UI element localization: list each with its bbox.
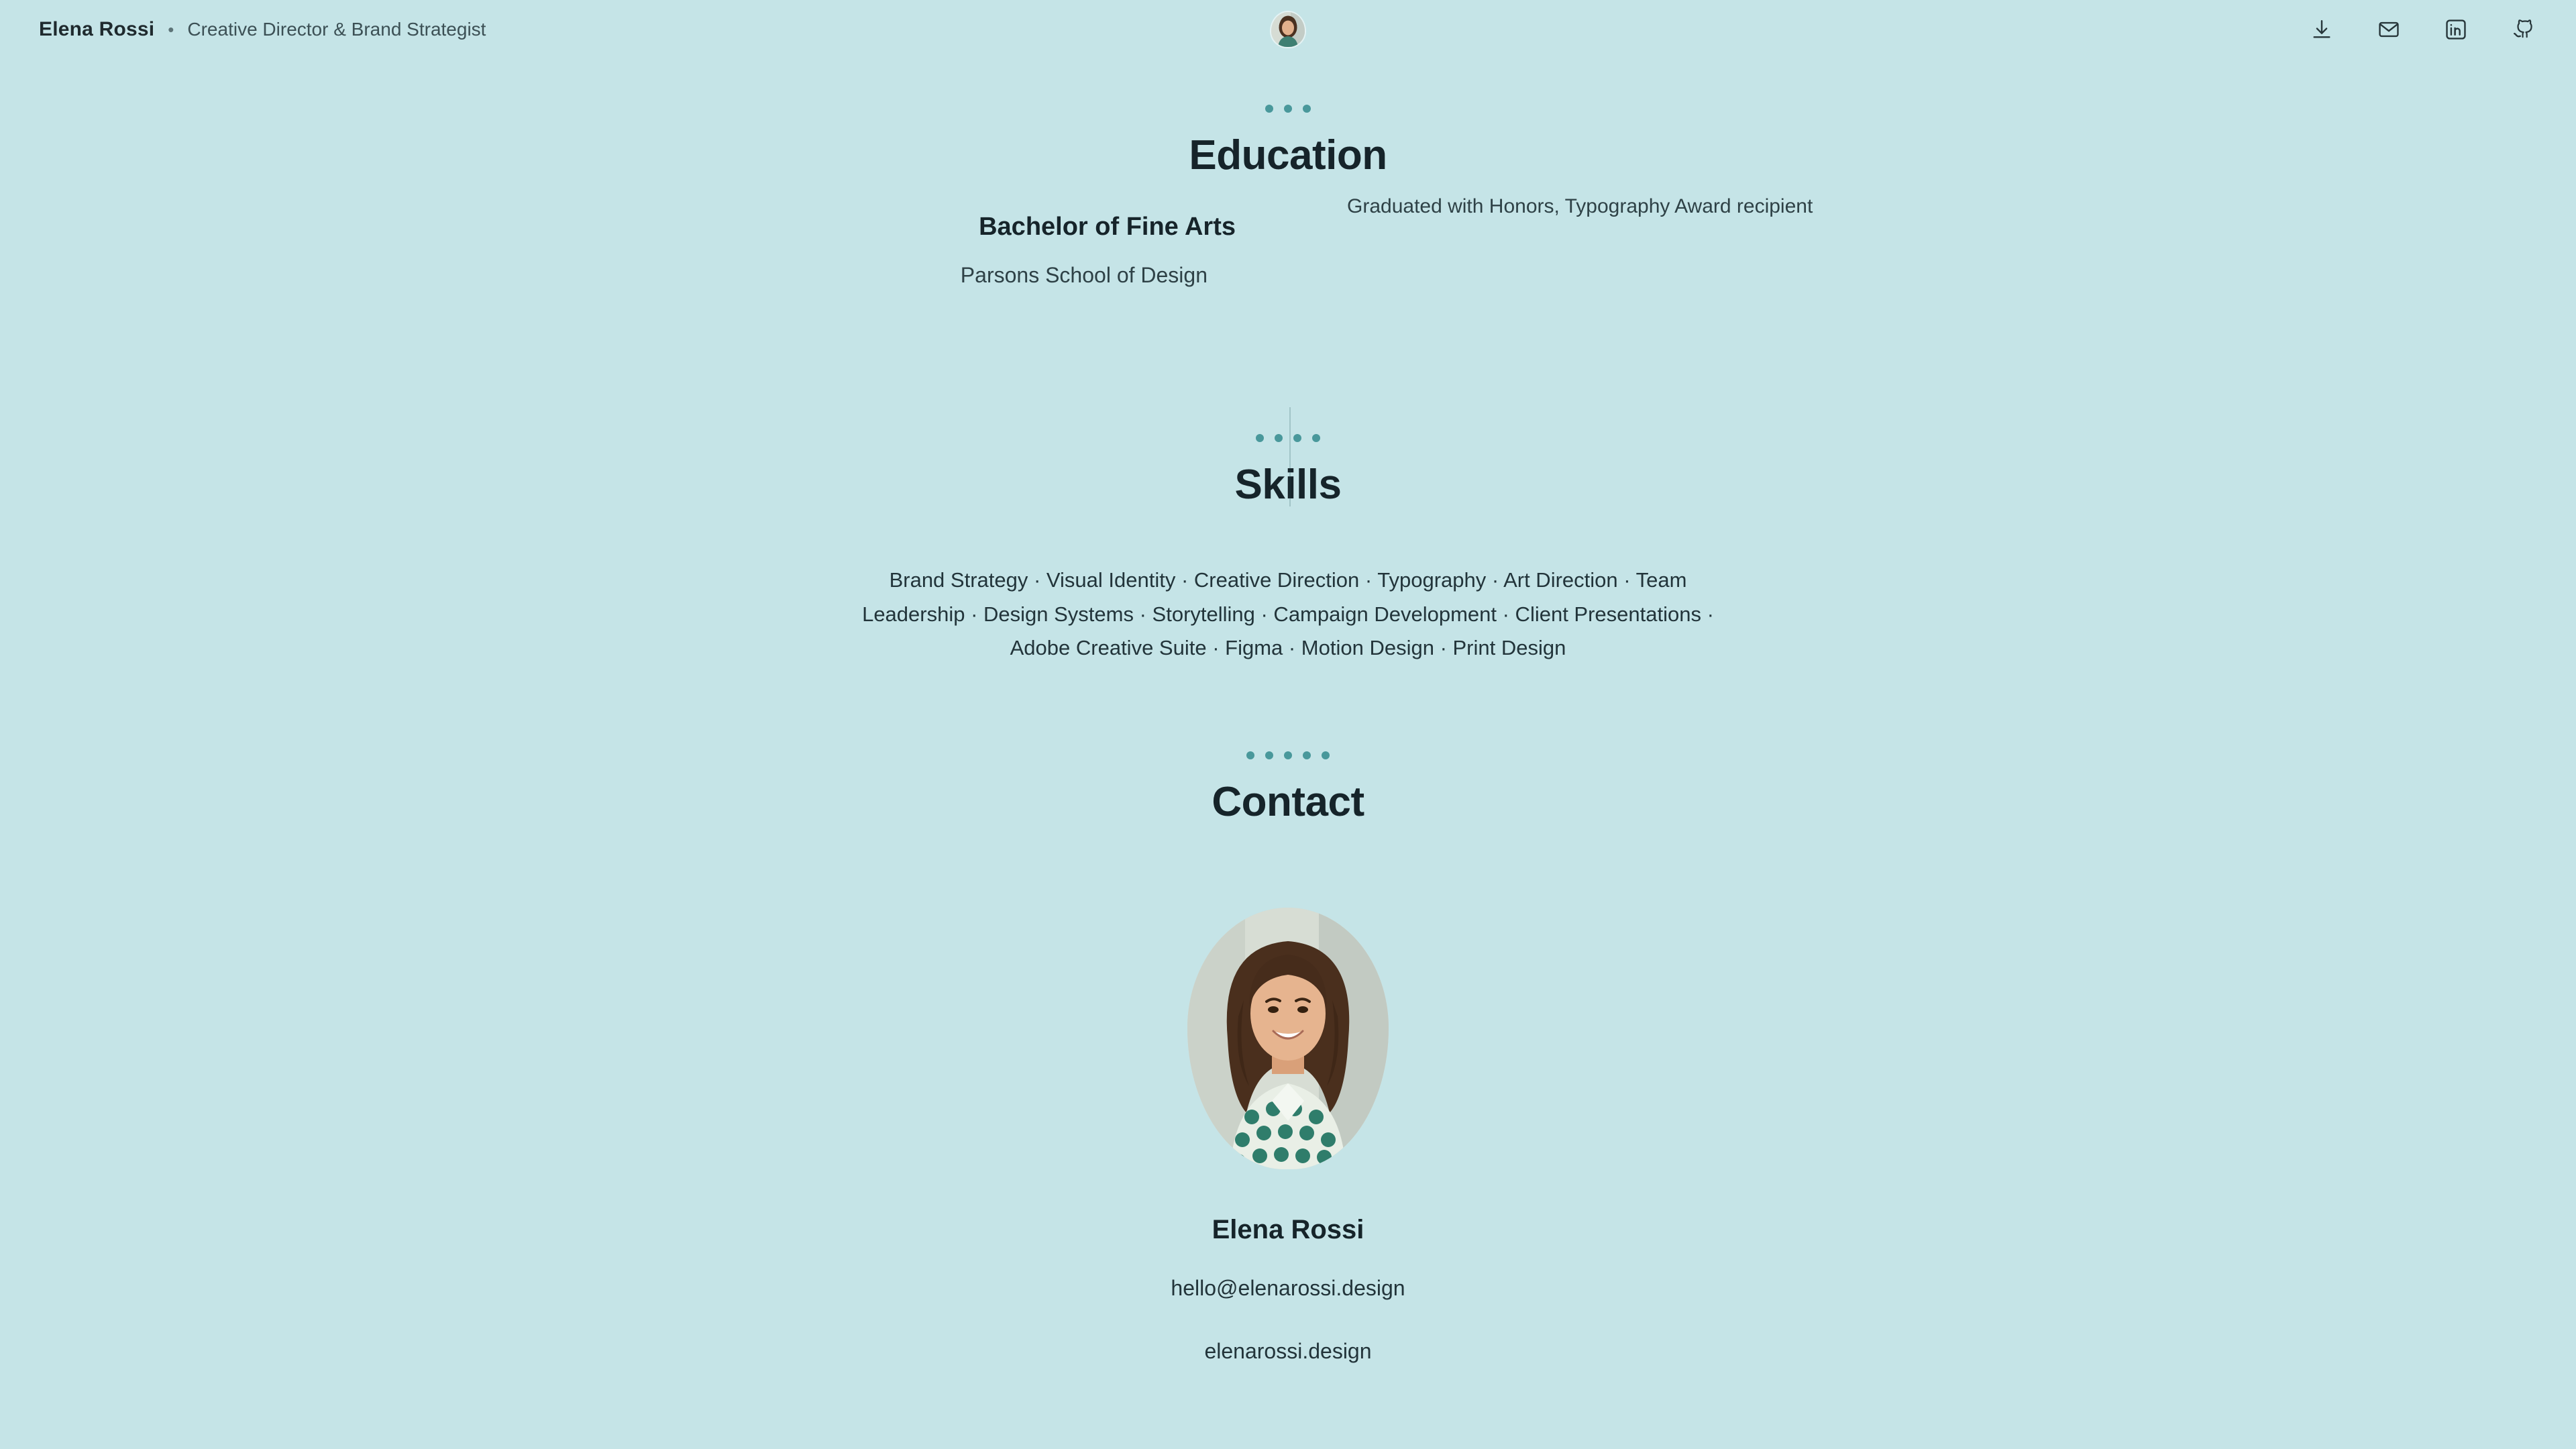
brand-separator: •	[168, 19, 174, 40]
top-bar	[0, 0, 2576, 59]
download-icon[interactable]	[2308, 15, 2336, 44]
brand-role: Creative Director & Brand Strategist	[187, 19, 486, 40]
page-title-skills: Skills	[1234, 462, 1342, 508]
brand-name: Elena Rossi	[39, 18, 155, 40]
education-divider	[1289, 407, 1291, 506]
education-note: Graduated with Honors, Typography Award recipient	[1347, 195, 1813, 217]
page-title-contact: Contact	[1212, 778, 1364, 825]
contact-name: Elena Rossi	[1212, 1214, 1364, 1244]
contact-email[interactable]: hello@elenarossi.design	[1171, 1275, 1405, 1300]
top-bar-actions	[2308, 15, 2537, 44]
education-entry	[0, 195, 2576, 340]
avatar-portrait	[1271, 12, 1305, 47]
avatar	[1271, 12, 1305, 47]
linkedin-icon[interactable]	[2442, 15, 2470, 44]
brand	[39, 18, 486, 41]
education-school: Parsons School of Design	[960, 263, 1208, 287]
education-left	[0, 213, 1268, 288]
section-dots-contact	[0, 751, 2576, 759]
contact-website[interactable]: elenarossi.design	[1204, 1338, 1372, 1363]
github-icon[interactable]	[2509, 15, 2537, 44]
education-degree: Bachelor of Fine Arts	[979, 213, 1236, 241]
section-contact	[0, 751, 2576, 1364]
section-education	[0, 105, 2576, 340]
contact-portrait	[1187, 908, 1389, 1169]
contact-photo	[1187, 908, 1389, 1169]
mail-icon[interactable]	[2375, 15, 2403, 44]
page-title-education: Education	[1189, 132, 1387, 178]
section-dots-education	[0, 105, 2576, 113]
section-skills	[0, 434, 2576, 665]
section-dots-skills	[0, 434, 2576, 442]
skills-list: Brand Strategy · Visual Identity · Creative Direction · Typography · Art Direction · Team Leadership · Design Systems · Storytelling · Campaign Development · Client Presentations · Adobe Creative Suite · Figma · Motion Design · Print Design	[862, 568, 1714, 660]
resume-page	[0, 105, 2576, 1364]
